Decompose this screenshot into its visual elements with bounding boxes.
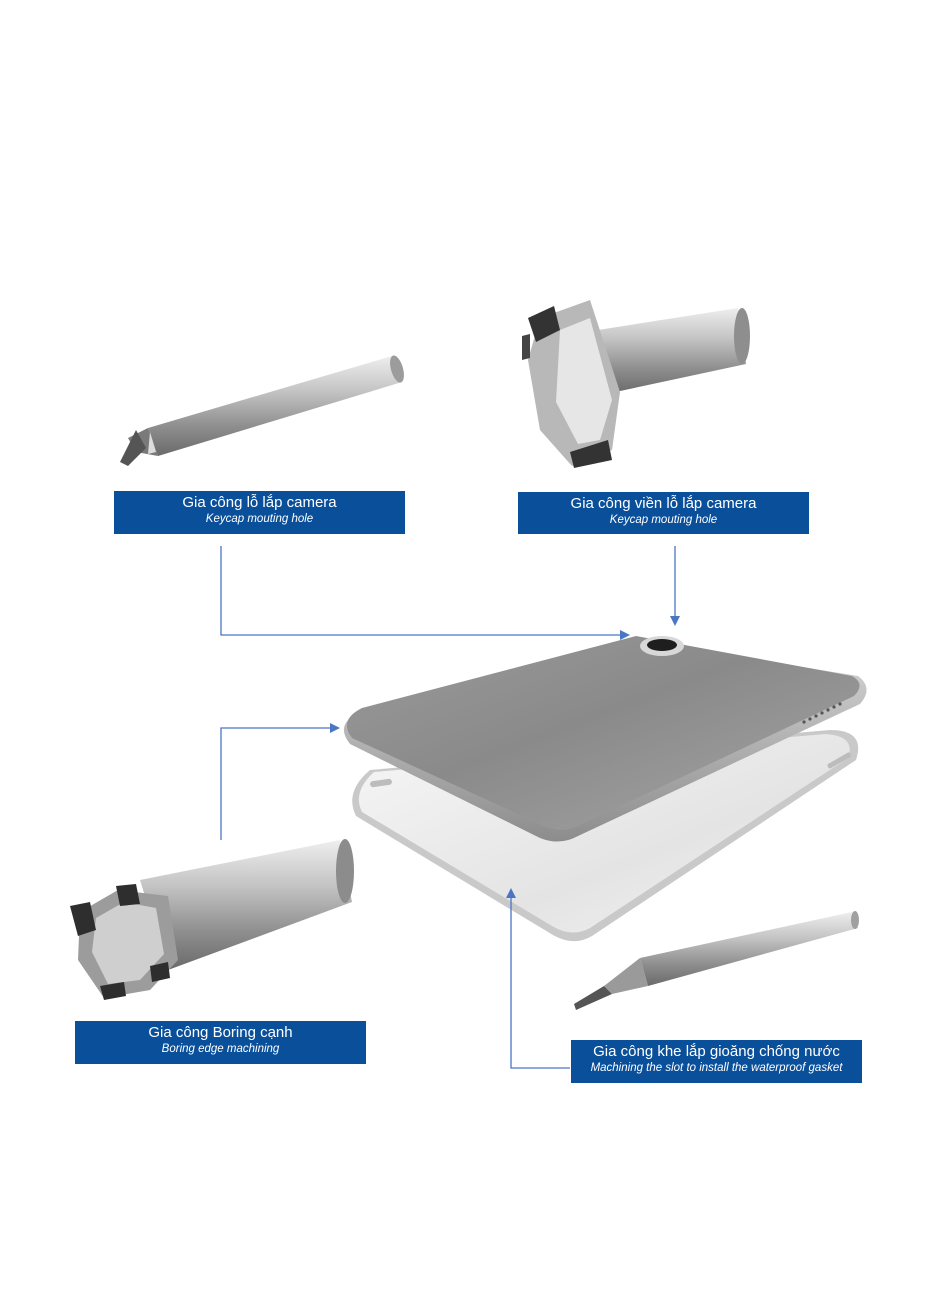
tablet-housing-icon — [344, 636, 867, 941]
label-boring-edge-vi: Gia công Boring cạnh — [148, 1024, 293, 1041]
boring-cutter-icon — [70, 839, 354, 1000]
label-camera-hole — [114, 491, 405, 534]
label-camera-hole-en: Keycap mouting hole — [205, 513, 314, 525]
arrow-camera-hole — [221, 546, 628, 635]
face-mill-cutter-icon — [522, 300, 750, 468]
label-camera-hole-vi: Gia công lỗ lắp camera — [182, 494, 337, 511]
label-camera-rim — [518, 492, 809, 534]
drill-bit-icon — [120, 354, 407, 466]
label-gasket-slot-vi: Gia công khe lắp gioăng chống nước — [593, 1043, 840, 1060]
label-boring-edge — [75, 1021, 366, 1064]
label-boring-edge-en: Boring edge machining — [161, 1043, 280, 1055]
label-gasket-slot-en: Machining the slot to install the waterproof gasket — [590, 1062, 843, 1074]
label-gasket-slot — [571, 1040, 862, 1083]
label-camera-rim-en: Keycap mouting hole — [609, 514, 718, 526]
arrow-boring-edge — [221, 728, 338, 840]
label-camera-rim-vi: Gia công viền lỗ lắp camera — [570, 495, 757, 512]
micro-end-mill-icon — [574, 911, 859, 1010]
